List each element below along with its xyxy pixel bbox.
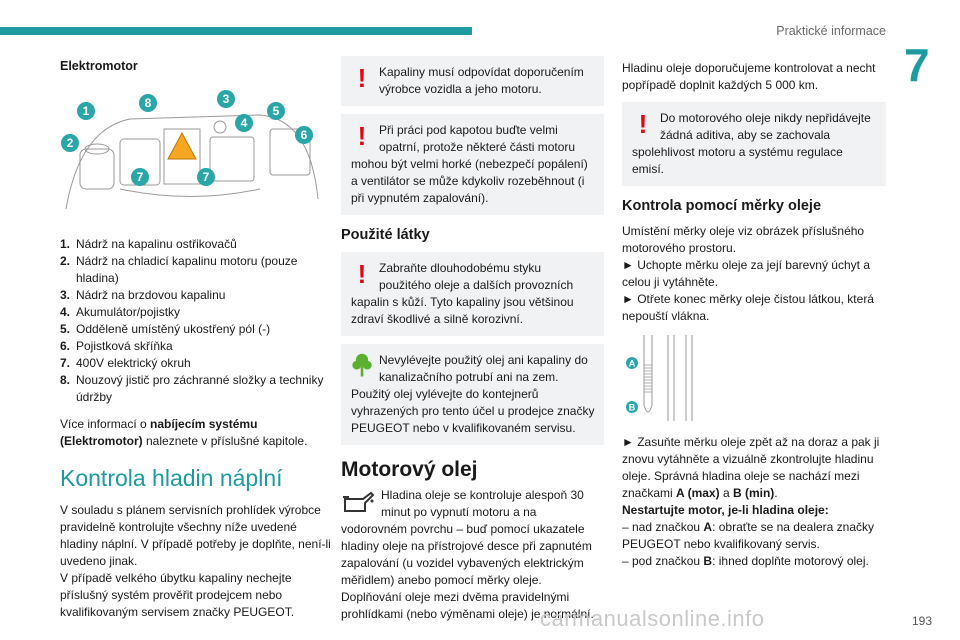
svg-text:6: 6 xyxy=(300,128,308,142)
warning-exclamation-icon: ! xyxy=(357,121,367,151)
list-item: 2. Nádrž na chladicí kapalinu motoru (pouze hladina) xyxy=(60,254,298,285)
high-voltage-warning-icon xyxy=(168,133,196,159)
heading-elektromotor: Elektromotor xyxy=(60,59,138,73)
warning-box-fluids: ! Kapaliny musí odpovídat doporučením výrobce vozidla a jeho motoru. xyxy=(341,56,604,106)
warning-box-skin-contact: ! Zabraňte dlouhodobému styku použitého oleje a dalších provozních kapalin s kůží. Tyto kapaliny jsou většinou zdraví škodlivé a silně korozivní. xyxy=(341,252,604,336)
page-number: 193 xyxy=(911,614,932,628)
list-item: 1. Nádrž na kapalinu ostřikovačů xyxy=(60,237,237,251)
column-3 xyxy=(622,56,886,570)
callout-4 xyxy=(235,114,253,132)
refill-heading: Nestartujte motor, je-li hladina oleje: xyxy=(622,503,829,517)
warning-exclamation-icon: ! xyxy=(357,63,367,93)
fluid-levels-text-2: V případě velkého úbytku kapaliny nechejte příslušný systém prověřit prodejcem nebo kvalifikovaným servisem značky PEUGEOT. xyxy=(60,571,295,619)
list-item: 8. Nouzový jistič pro záchranné složky a techniky údržby xyxy=(60,373,324,404)
list-item: 5. Odděleně umístěný ukostřený pól (-) xyxy=(60,322,271,336)
step-wipe-dipstick: ► Otřete konec měrky oleje čistou látkou, která nepouští vlákna. xyxy=(622,292,874,323)
watermark: carmanualsonline.info xyxy=(540,606,765,631)
refill-below-b: – pod značkou B: ihned doplňte motorový olej. xyxy=(622,554,869,568)
warning-exclamation-icon: ! xyxy=(638,109,648,139)
section-title-fluid-levels: Kontrola hladin náplní xyxy=(60,465,283,491)
svg-text:1: 1 xyxy=(82,104,90,118)
list-item: 6. Pojistková skříňka xyxy=(60,339,173,353)
marker-b-label: B xyxy=(628,402,636,413)
oil-can-icon xyxy=(341,487,375,515)
callout-7a xyxy=(131,168,149,186)
svg-text:7: 7 xyxy=(136,170,144,184)
callout-5 xyxy=(267,102,285,120)
engine-oil-text: Hladina oleje se kontroluje alespoň 30 minut po vypnutí motoru a na vodorovném povrchu – buď pomocí ukazatele hladiny oleje na přístrojové desce při zapnutém zapalování (u vozidel vybavených elektrickým měřidlem) anebo pomocí měrky oleje. xyxy=(341,488,592,587)
top-accent-bar xyxy=(0,27,472,35)
eco-box: Nevylévejte použitý olej ani kapaliny do kanalizačního potrubí ani na zem. Použitý olej vylévejte do kontejnerů vyhrazených pro tento účel u prodejce značky PEUGEOT nebo v kvalifikovaném servisu. xyxy=(341,344,604,445)
column-2 xyxy=(341,56,604,623)
dipstick-location: Umístění měrky oleje viz obrázek příslušného motorového prostoru. xyxy=(622,224,865,255)
callout-6 xyxy=(295,126,313,144)
engine-bay-illustration xyxy=(60,89,324,219)
column-1 xyxy=(60,56,332,621)
dipstick-illustration xyxy=(622,335,712,421)
component-list xyxy=(60,236,332,406)
refill-above-a: – nad značkou A: obraťte se na dealera značky PEUGEOT nebo kvalifikovaný servis. xyxy=(622,520,875,551)
svg-text:4: 4 xyxy=(240,116,248,130)
callout-1 xyxy=(77,102,95,120)
svg-text:3: 3 xyxy=(222,92,230,106)
running-header: Praktické informace xyxy=(776,24,886,38)
engine-oil-text-2: Doplňování oleje mezi dvěma pravidelnými prohlídkami (nebo výměnami oleje) je normální. xyxy=(341,590,594,621)
dipstick-title: Kontrola pomocí měrky oleje xyxy=(622,198,822,214)
fluid-levels-text: V souladu s plánem servisních prohlídek výrobce pravidelně kontrolujte všechny níže uvedené hladiny náplní. V případě potřeby je doplňte, není-li uvedeno jinak. xyxy=(60,503,331,568)
step-check-level: ► Zasuňte měrku oleje zpět až na doraz a pak ji znovu vytáhněte a vizuálně zkontrolujte hladinu oleje. Správná hladina oleje se nachází mezi značkami A (max) a B (min). xyxy=(622,435,880,500)
engine-oil-title: Motorový olej xyxy=(341,458,478,481)
marker-a-label: A xyxy=(628,358,636,369)
charging-info: Více informací o nabíjecím systému (Elektromotor) naleznete v příslušné kapitole. xyxy=(60,417,308,448)
svg-text:2: 2 xyxy=(66,136,74,150)
used-substances-title: Použité látky xyxy=(341,227,430,243)
warning-exclamation-icon: ! xyxy=(357,259,367,289)
callout-7b xyxy=(197,168,215,186)
svg-text:8: 8 xyxy=(144,96,152,110)
chapter-number: 7 xyxy=(904,39,930,91)
list-item: 7. 400V elektrický okruh xyxy=(60,356,191,370)
warning-box-additives: ! Do motorového oleje nikdy nepřidávejte žádná aditiva, aby se zachovala spolehlivost motoru a systému regulace emisí. xyxy=(622,102,886,186)
list-item: 4. Akumulátor/pojistky xyxy=(60,305,181,319)
oil-check-interval: Hladinu oleje doporučujeme kontrolovat a necht popřípadě doplnit každých 5 000 km. xyxy=(622,61,876,92)
callout-2 xyxy=(61,134,79,152)
step-pull-dipstick: ► Uchopte měrku oleje za její barevný úchyt a celou ji vytáhněte. xyxy=(622,258,870,289)
callout-3 xyxy=(217,90,235,108)
callout-8 xyxy=(139,94,157,112)
svg-text:7: 7 xyxy=(202,170,210,184)
tree-eco-icon xyxy=(351,352,373,380)
warning-box-hot-engine: ! Při práci pod kapotou buďte velmi opatrní, protože některé části motoru mohou být velmi horké (nebezpečí popálení) a ventilátor se může kdykoliv rozeběhnout (i při vypnutém zapalování). xyxy=(341,114,604,215)
list-item: 3. Nádrž na brzdovou kapalinu xyxy=(60,288,226,302)
svg-text:5: 5 xyxy=(272,104,280,118)
